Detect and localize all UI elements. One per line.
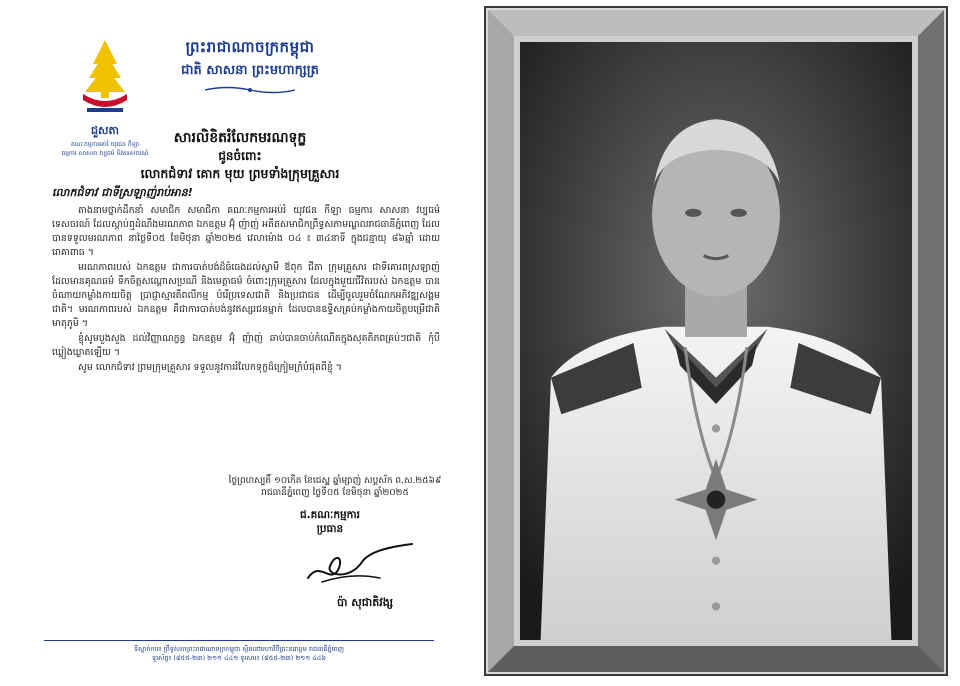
signatory-role: ប្រធាន	[316, 523, 344, 535]
letter-title: សារលិខិតរំលែកមរណទុក្ខ	[173, 130, 307, 146]
frame-inner-border	[514, 36, 918, 646]
ornament-divider-icon	[205, 85, 295, 95]
logo-subtitle-2: ធម្មការ សាសនា វប្បធម៌ និងទេសចរណ៍	[61, 150, 149, 157]
letter-footer	[0, 640, 478, 662]
handwritten-signature	[300, 540, 420, 590]
body-paragraph-1: តាងនាមថ្នាក់ដឹកនាំ សមាជិក សមាជិកា គណៈកម្មការអប់រំ យុវជន កីឡា ធម្មការ សាសនា វប្បធម៌ ទេសចរណ៍ ដែលស្ដាប់ឮដំណឹងមរណភាព ឯកឧត្ដម អ៊ុំ ញ៉ាញ់ អតីតសមាជិកព្រឹទ្ធសភាមណ្ឌលរាជធានីភ្នំពេញ ដែលបានទទួលមរណភាព នាថ្ងៃទី០៥ ខែមិថុនា ឆ្នាំ២០២៥ វេលាម៉ោង ០៤ ៖ ៣៤នាទី ក្នុងជន្មាយុ ៨៦ឆ្នាំ ដោយរោគាពាធ ។	[52, 205, 440, 258]
salutation: លោកជំទាវ ជាទីស្រឡាញ់រាប់អាន!	[52, 186, 193, 199]
letter-body	[52, 204, 440, 376]
ornate-frame	[488, 10, 944, 672]
condolence-letter	[0, 0, 478, 686]
memorial-portrait	[478, 0, 960, 686]
letter-date	[210, 475, 460, 499]
lunar-date: ថ្ងៃព្រហស្បតិ៍ ១០កើត ខែជេស្ឋ ឆ្នាំម្សាញ់ សប្តស័ក ព.ស.២៥៦៩	[228, 476, 442, 486]
solar-date: រាជធានីភ្នំពេញ ថ្ងៃទី០៥ ខែមិថុនា ឆ្នាំ២០២៥	[261, 488, 409, 498]
body-paragraph-3: ខ្ញុំសូមបួងសួង ដល់វិញ្ញាណក្ខន្ធ ឯកឧត្ដម អ៊ុំ ញ៉ាញ់ ឆាប់បានចាប់កំណើតក្នុងសុគតិភពគ្រប់ៗជាតិ កុំបីឃ្លៀងឃ្លាតឡើយ ។	[52, 333, 440, 358]
footer-contact: ទូរស័ព្ទ៖ (៨៥៥-២៣) ២១១ ៤៤១ ទូរសារ៖ (៨៥៥-២៣) ២១១ ៤៤៦	[151, 653, 327, 662]
kingdom-title: ព្រះរាជាណាចក្រកម្ពុជា	[185, 38, 315, 56]
addressed-to: ជូនចំពោះ	[218, 149, 262, 163]
senate-emblem-icon	[77, 38, 133, 118]
footer-address: ទីស្នាក់ការ៖ ព្រឹទ្ធសភាព្រះរាជាណាចក្រកម្ពុជា ស្ថិតនៅមហាវិថីព្រះនរោត្តម រាជធានីភ្នំពេញ	[134, 645, 344, 653]
footer-rule	[44, 640, 434, 641]
signer-name: ប៉ា សុជាតិវង្ស	[337, 596, 393, 609]
signatory-title	[270, 508, 390, 536]
kingdom-motto: ជាតិ សាសនា ព្រះមហាក្សត្រ	[181, 63, 319, 78]
logo-name: ជួសតា	[91, 124, 119, 137]
recipient-name: លោកជំទាវ គោក មុយ ព្រមទាំងក្រុមគ្រួសារ	[140, 166, 340, 181]
portrait-photo	[520, 42, 912, 640]
body-paragraph-4: សូម លោកជំទាវ ព្រមក្រុមគ្រួសារ ទទួលនូវការរំលែកទុក្ខដ៏ក្រៀមក្រំបំផុតពីខ្ញុំ ។	[78, 362, 342, 373]
body-paragraph-2: មរណភាពរបស់ ឯកឧត្ដម ជាការបាត់បង់ដ៏ធំធេងដល់ស្វាមី ឪពុក ជីតា ក្រុមគ្រួសារ ជាទីគោរពស្រឡាញ់ ដែលមានគុណធម៌ ទឹកចិត្តសណ្ដោសប្រណី និងមេត្តាធម៌ ចំពោះក្រុមគ្រួសារ ដែលក្នុងមួយជីវិតរបស់ ឯកឧត្ដម បានចំណាយកម្លាំងកាយចិត្ត ប្រាជ្ញាស្មារតីពលីកម្ម បំរើប្រទេសជាតិ និងប្រជាជន ដើម្បីចូលរួមចំណែកអភិវឌ្ឍសង្គមជាតិ។ មរណភាពរបស់ ឯកឧត្ដម គឺជាការបាត់បង់នូវឥស្សរជនម្នាក់ ដែលបានឧទ្ទិសគ្រប់កម្លាំងកាយចិត្តបម្រើជាតិមាតុភូមិ ។	[52, 262, 440, 329]
logo-subtitle-1: គណៈកម្មការអប់រំ យុវជន កីឡា	[71, 141, 139, 148]
signatory-org: ជ.គណៈកម្មការ	[299, 509, 360, 521]
kingdom-header	[150, 38, 350, 95]
